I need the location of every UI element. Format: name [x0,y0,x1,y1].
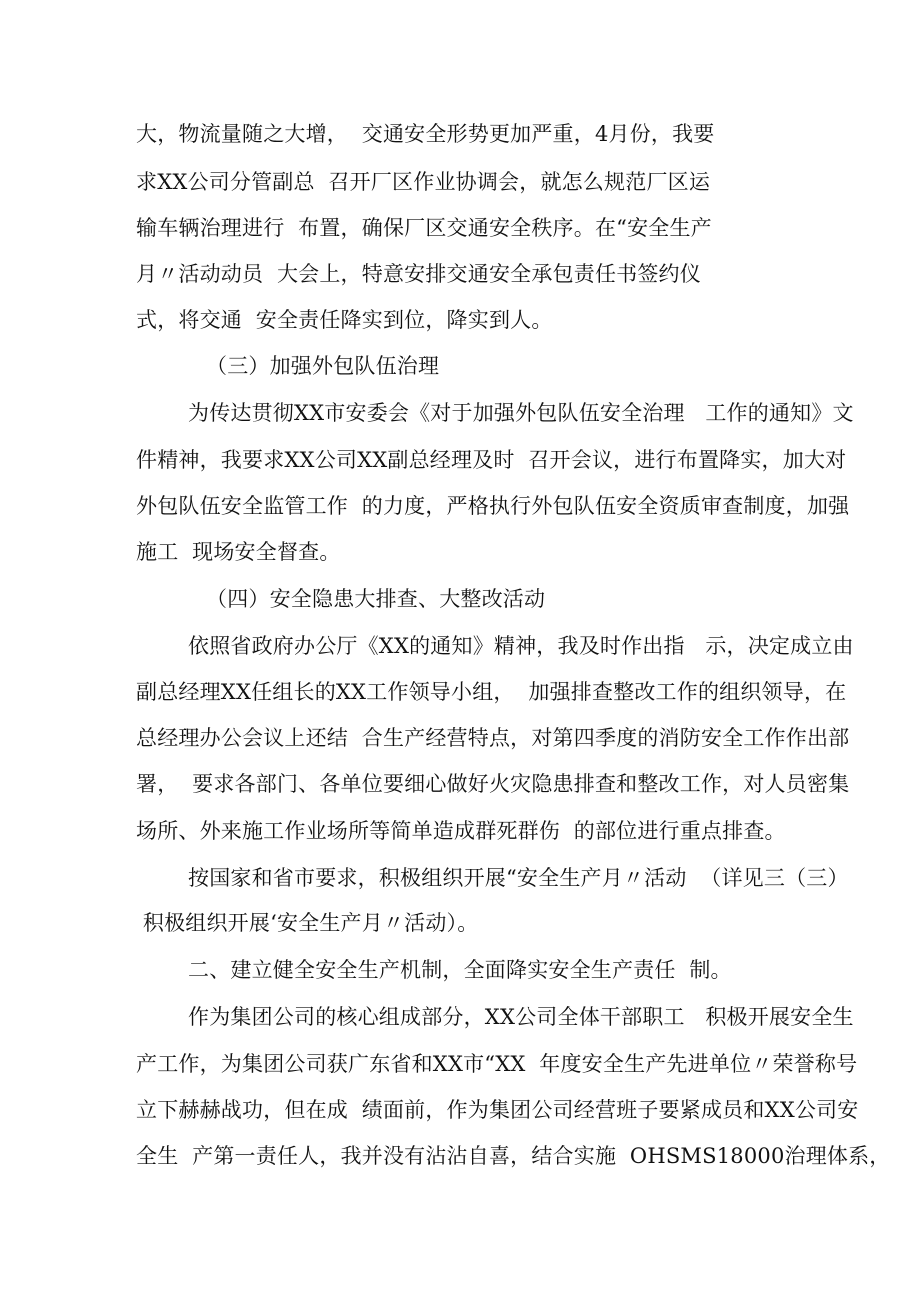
text-line-5: 式，将交通 安全责任降实到位，降实到人。 [136,308,553,332]
text-line-12: 依照省政府办公厅《XX的通知》精神，我及时作出指 示，决定成立由 [188,634,854,658]
section-heading-2: 二、建立健全安全生产机制，全面降实安全生产责任 制。 [188,958,732,982]
text-line-20: 作为集团公司的核心组成部分，XX公司全体干部职工 积极开展安全生 [188,1005,854,1029]
text-line-9: 外包队伍安全监管工作 的力度，严格执行外包队伍安全资质审查制度，加强 [136,494,850,518]
text-line-3: 输车辆治理进行 布置，确保厂区交通安全秩序。在“安全生产 [136,216,712,240]
text-line-21: 产工作，为集团公司获广东省和XX市“XX 年度安全生产先进单位〃荣誉称号 [136,1052,858,1076]
text-line-22: 立下赫赫战功，但在成 绩面前，作为集团公司经营班子要紧成员和XX公司安 [136,1098,859,1122]
section-heading-3: （三）加强外包队伍治理 [206,354,440,378]
text-line-1: 大，物流量随之大增， 交通安全形势更加严重，4月份，我要 [136,122,715,146]
text-line-13: 副总经理XX任组长的XX工作领导小组， 加强排查整改工作的组织领导，在 [136,680,847,704]
text-line-15: 署， 要求各部门、各单位要细心做好火灾隐患排查和整改工作，对人员密集 [136,772,850,796]
text-line-17: 按国家和省市要求，积极组织开展“安全生产月〃活动 （详见三（三） [188,866,849,890]
text-line-23: 全生 产第一责任人，我并没有沾沾自喜，结合实施 OHSMS18000治理体系， [136,1144,891,1168]
text-line-2: 求XX公司分管副总 召开厂区作业协调会，就怎么规范厂区运 [136,170,711,194]
text-line-4: 月〃活动动员 大会上，特意安排交通安全承包责任书签约仪 [136,262,701,286]
text-line-8: 件精神，我要求XX公司XX副总经理及时 召开会议，进行布置降实，加大对 [136,448,847,472]
text-line-7: 为传达贯彻XX市安委会《对于加强外包队伍安全治理 工作的通知》文 [188,401,854,425]
text-line-10: 施工 现场安全督查。 [136,540,341,564]
text-line-18: 积极组织开展‘安全生产月〃活动）。 [136,911,479,935]
text-line-16: 场所、外来施工作业场所等简单造成群死群伤 的部位进行重点排查。 [136,819,786,843]
text-line-14: 总经理办公会议上还结 合生产经营特点，对第四季度的消防安全工作作出部 [136,726,850,750]
section-heading-4: （四）安全隐患大排查、大整改活动 [206,587,546,611]
